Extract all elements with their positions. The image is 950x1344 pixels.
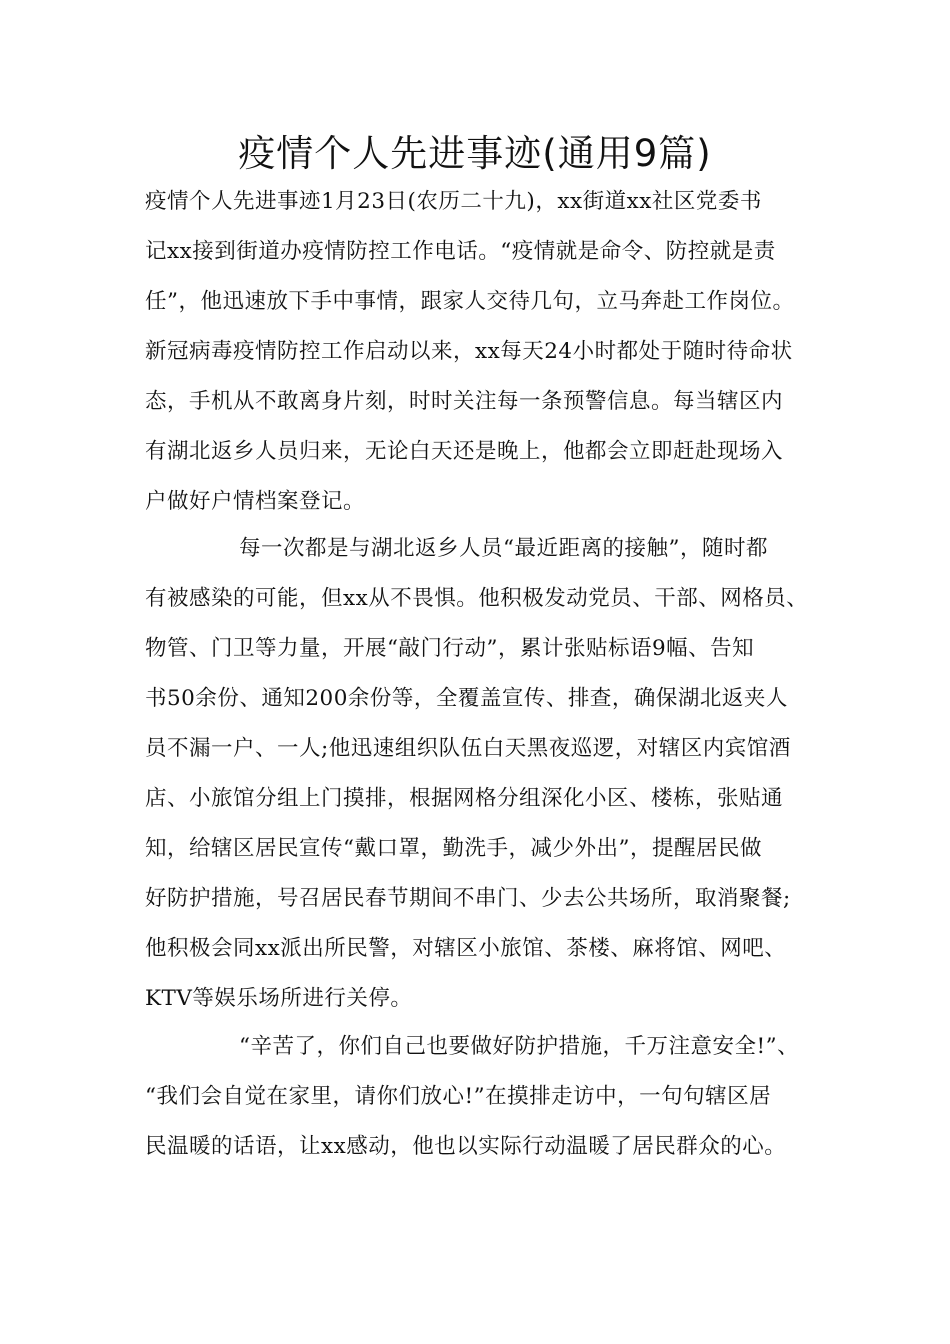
text-line: 书50余份、通知200余份等，全覆盖宣传、排查，确保湖北返夹人	[145, 686, 788, 711]
text-line: 民温暖的话语，让xx感动，他也以实际行动温暖了居民群众的心。	[145, 1134, 787, 1159]
text-line: “我们会自觉在家里，请你们放心!”在摸排走访中，一句句辖区居	[145, 1084, 772, 1109]
text-line: 物管、门卫等力量，开展“敲门行动”，累计张贴标语9幅、告知	[145, 636, 755, 661]
text-line: “辛苦了，你们自己也要做好防护措施，千万注意安全!”、	[239, 1034, 800, 1059]
text-line: KTV等娱乐场所进行关停。	[145, 986, 413, 1011]
text-line: 有被感染的可能，但xx从不畏惧。他积极发动党员、干部、网格员、	[145, 586, 809, 611]
text-line: 每一次都是与湖北返乡人员“最近距离的接触”，随时都	[239, 536, 768, 561]
text-line: 好防护措施，号召居民春节期间不串门、少去公共场所，取消聚餐;	[145, 886, 791, 911]
text-line: 知，给辖区居民宣传“戴口罩，勤洗手，减少外出”，提醒居民做	[145, 836, 762, 861]
document-title: 疫情个人先进事迹(通用9篇)	[238, 132, 712, 175]
paragraph-2	[145, 524, 825, 1024]
text-line: 疫情个人先进事迹1月23日(农历二十九)，xx街道xx社区党委书	[145, 189, 762, 214]
paragraph-1	[145, 177, 825, 527]
text-line: 有湖北返乡人员归来，无论白天还是晚上，他都会立即赶赴现场入	[145, 439, 784, 464]
text-line: 他积极会同xx派出所民警，对辖区小旅馆、茶楼、麻将馆、网吧、	[145, 936, 787, 961]
text-line: 态，手机从不敢离身片刻，时时关注每一条预警信息。每当辖区内	[145, 389, 784, 414]
text-line: 任”，他迅速放下手中事情，跟家人交待几句，立马奔赴工作岗位。	[145, 289, 795, 314]
text-line: 员不漏一户、一人;他迅速组织队伍白天黑夜巡逻，对辖区内宾馆酒	[145, 736, 791, 761]
text-line: 店、小旅馆分组上门摸排，根据网格分组深化小区、楼栋，张贴通	[145, 786, 784, 811]
text-line: 新冠病毒疫情防控工作启动以来，xx每天24小时都处于随时待命状	[145, 339, 793, 364]
text-line: 户做好户情档案登记。	[145, 489, 366, 514]
paragraph-3	[145, 1022, 825, 1172]
text-line: 记xx接到街道办疫情防控工作电话。“疫情就是命令、防控就是责	[145, 239, 776, 264]
